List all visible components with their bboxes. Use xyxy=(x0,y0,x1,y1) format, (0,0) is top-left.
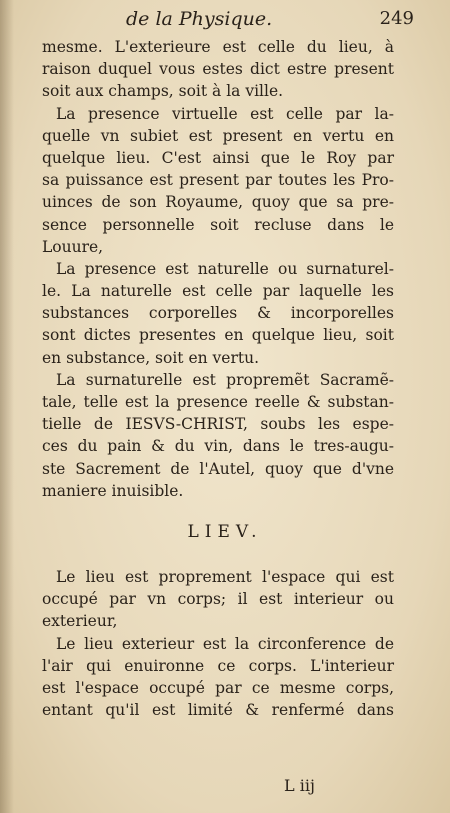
text-line: Le lieu est proprement l'espace qui est xyxy=(56,568,394,586)
text-line: La presence est naturelle ou surnaturel- xyxy=(56,259,394,278)
binding-shadow xyxy=(0,0,14,813)
text-line: exterieur, xyxy=(42,612,118,631)
text-line: sence personnelle soit recluse dans le xyxy=(42,215,394,234)
running-title: de la Physique. xyxy=(126,8,273,30)
text-line: La presence virtuelle est celle par la- xyxy=(56,104,394,123)
page-header xyxy=(40,8,414,36)
text-line: quelque lieu. C'est ainsi que le Roy par xyxy=(42,148,394,167)
text-block-presence xyxy=(42,36,394,502)
text-line: le. La naturelle est celle par laquelle les xyxy=(42,282,394,301)
text-line: est l'espace occupé par ce mesme corps, xyxy=(42,678,394,697)
text-line: uinces de son Royaume, quoy que sa pre- xyxy=(42,193,394,212)
section-heading: LIEV. xyxy=(187,522,263,542)
text-line: tielle de IESVS-CHRIST, soubs les espe- xyxy=(42,415,394,434)
text-line: substances corporelles & incorporelles xyxy=(42,304,394,323)
text-line: occupé par vn corps; il est interieur ou xyxy=(42,590,394,609)
text-line: maniere inuisible. xyxy=(42,481,184,500)
text-line: Louure, xyxy=(42,237,104,256)
text-line: l'air qui enuironne ce corps. L'interieur xyxy=(42,656,394,675)
text-line: quelle vn subiet est present en vertu en xyxy=(42,126,394,145)
text-line: La surnaturelle est propremẽt Sacramẽ- xyxy=(56,370,394,389)
text-line: ste Sacrement de l'Autel, quoy que d'vne xyxy=(42,459,394,478)
catchword: L iij xyxy=(284,776,315,795)
text-line: sa puissance est present par toutes les Pro- xyxy=(42,171,394,190)
text-line: mesme. L'exterieure est celle du lieu, à xyxy=(42,38,394,56)
text-block-lieu xyxy=(42,566,394,721)
page-number: 249 xyxy=(379,8,414,29)
text-line: tale, telle est la presence reelle & substan- xyxy=(42,393,394,411)
text-line: ces du pain & du vin, dans le tres-augu- xyxy=(42,437,394,456)
text-line: Le lieu exterieur est la circonference de xyxy=(56,634,394,653)
text-line: entant qu'il est limité & renfermé dans xyxy=(42,701,394,720)
text-line: sont dictes presentes en quelque lieu, soit xyxy=(42,326,394,345)
text-line: en substance, soit en vertu. xyxy=(42,348,260,367)
text-line: soit aux champs, soit à la ville. xyxy=(42,82,284,101)
text-line: raison duquel vous estes dict estre present xyxy=(42,60,394,79)
